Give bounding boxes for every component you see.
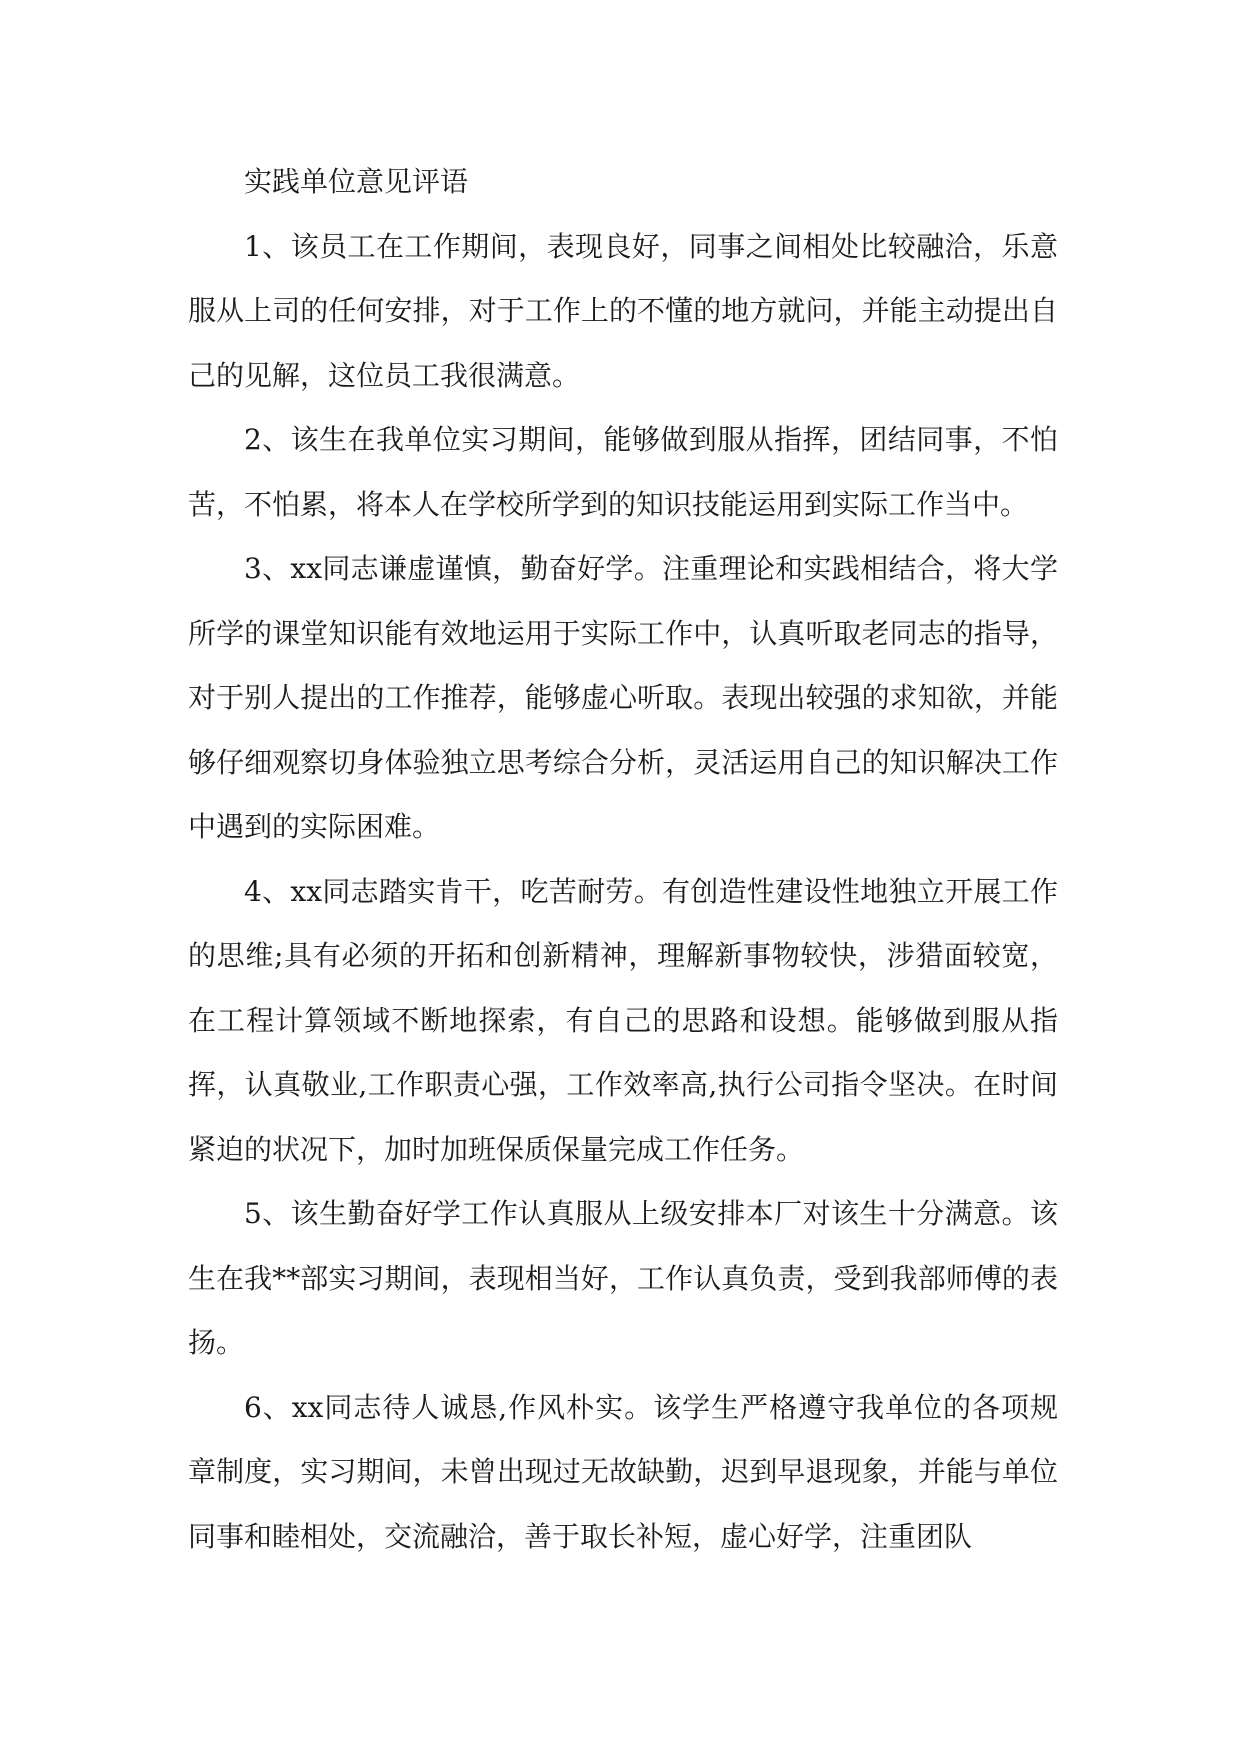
paragraph-4: 4、xx同志踏实肯干，吃苦耐劳。有创造性建设性地独立开展工作的思维;具有必须的开拓和创新精神，理解新事物较快，涉猎面较宽，在工程计算领域不断地探索，有自己的思路和设想。能够做到服从指挥，认真敬业,工作职责心强，工作效率高,执行公司指令坚决。在时间紧迫的状况下，加时加班保质保量完成工作任务。 [188, 874, 1058, 1166]
paragraph-3: 3、xx同志谦虚谨慎，勤奋好学。注重理论和实践相结合，将大学所学的课堂知识能有效地运用于实际工作中，认真听取老同志的指导，对于别人提出的工作推荐，能够虚心听取。表现出较强的求知欲，并能够仔细观察切身体验独立思考综合分析，灵活运用自己的知识解决工作中遇到的实际困难。 [188, 552, 1058, 843]
paragraph-6: 6、xx同志待人诚恳,作风朴实。该学生严格遵守我单位的各项规章制度，实习期间，未曾出现过无故缺勤，迟到早退现象，并能与单位同事和睦相处，交流融洽，善于取长补短，虚心好学，注重团队 [188, 1390, 1058, 1553]
document-title: 实践单位意见评语 [244, 165, 469, 198]
document-body [188, 150, 1058, 1569]
paragraph-2: 2、该生在我单位实习期间，能够做到服从指挥，团结同事，不怕苦，不怕累，将本人在学校所学到的知识技能运用到实际工作当中。 [188, 423, 1058, 521]
paragraph-1: 1、该员工在工作期间，表现良好，同事之间相处比较融洽，乐意服从上司的任何安排，对于工作上的不懂的地方就问，并能主动提出自己的见解，这位员工我很满意。 [188, 229, 1058, 392]
paragraph-5: 5、该生勤奋好学工作认真服从上级安排本厂对该生十分满意。该生在我**部实习期间，表现相当好，工作认真负责，受到我部师傅的表扬。 [188, 1197, 1058, 1359]
